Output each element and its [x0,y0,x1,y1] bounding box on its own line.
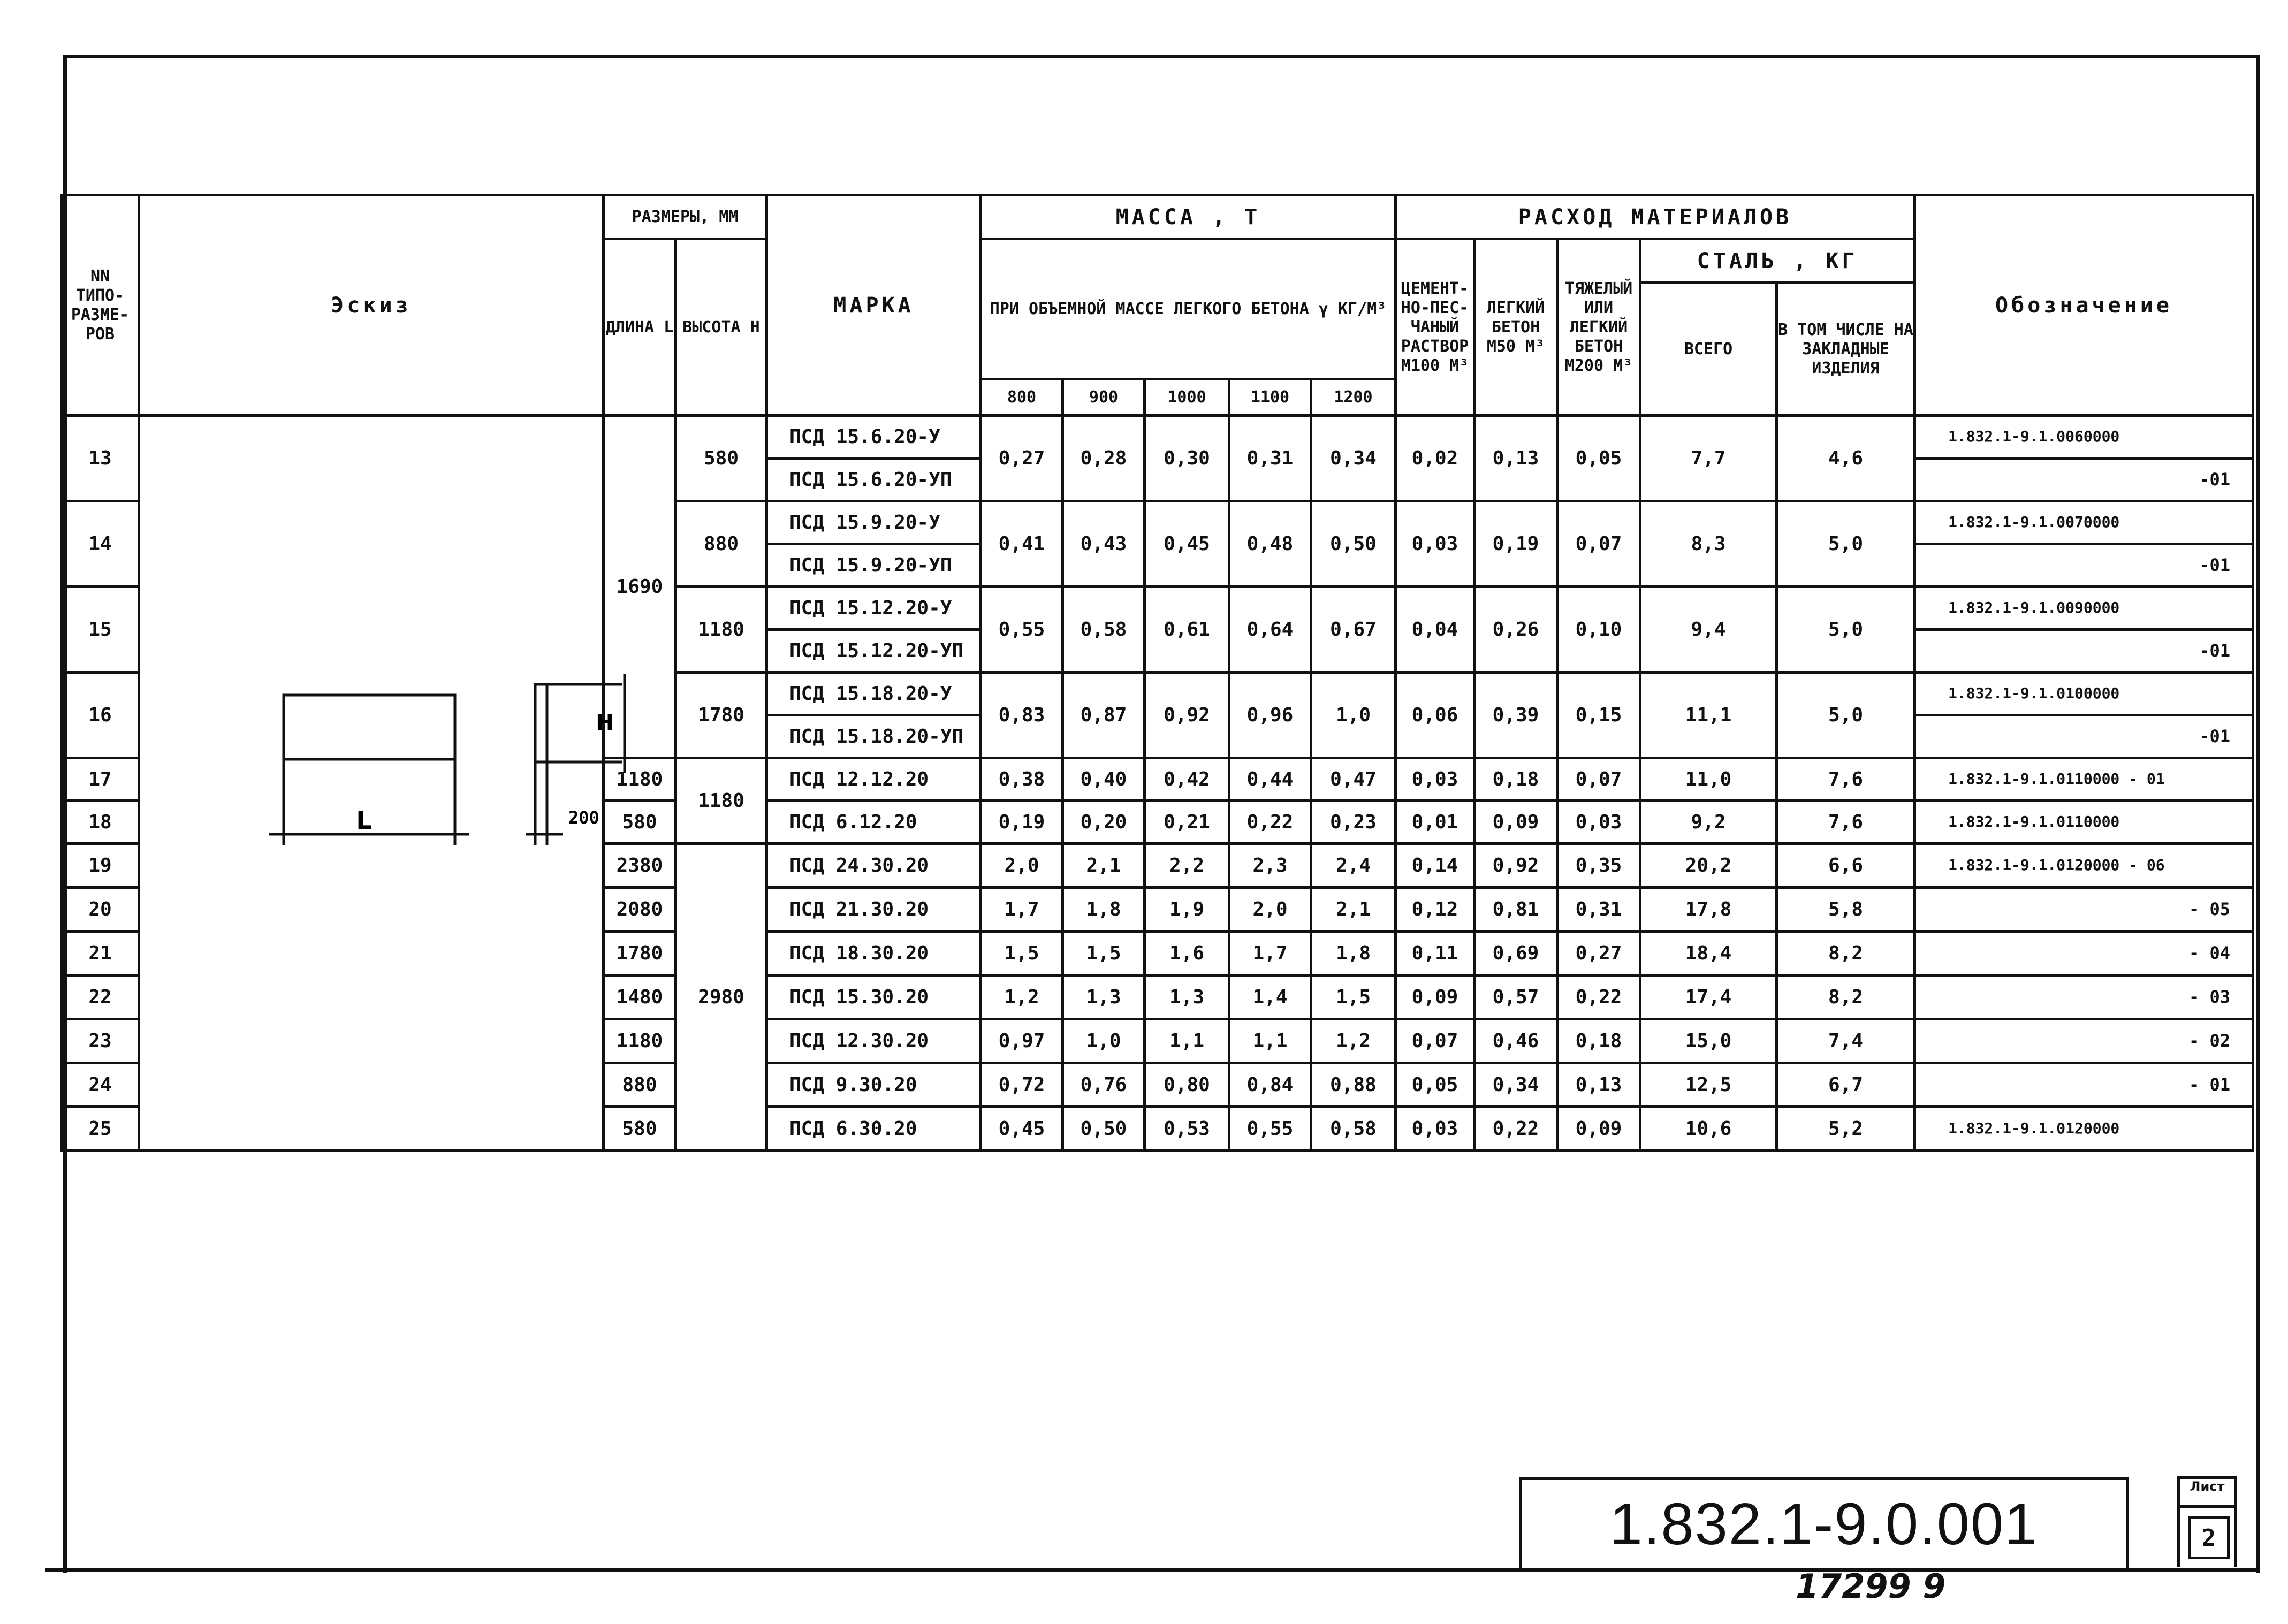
row-number: 17 [62,758,139,801]
mass-cell: 0,84 [1229,1063,1311,1107]
mark-cell: ПСД 18.30.20 [767,932,981,975]
steel-embedded-cell: 7,4 [1777,1019,1915,1063]
mass-cell: 0,87 [1063,673,1145,758]
cement-cell: 0,03 [1396,758,1474,801]
mass-cell: 1,8 [1311,932,1396,975]
mark-cell: ПСД 15.12.20-УП [767,630,981,673]
mass-cell: 1,0 [1311,673,1396,758]
mass-cell: 2,4 [1311,844,1396,888]
heavy-concrete-cell: 0,07 [1557,758,1640,801]
mass-cell: 1,6 [1145,932,1229,975]
light-concrete-cell: 0,09 [1474,801,1557,844]
mass-cell: 1,8 [1063,888,1145,932]
mass-cell: 2,1 [1311,888,1396,932]
mass-cell: 1,0 [1063,1019,1145,1063]
mark-cell: ПСД 15.18.20-УП [767,715,981,758]
light-concrete-cell: 0,57 [1474,975,1557,1019]
row-number: 13 [62,416,139,501]
header-steel: СТАЛЬ , КГ [1640,239,1915,283]
designation-cell: 1.832.1-9.1.0120000 - 06 [1915,844,2253,888]
mass-cell: 1,7 [1229,932,1311,975]
height-cell: 1180 [676,587,767,673]
mass-cell: 1,7 [981,888,1063,932]
header-dims: РАЗМЕРЫ, ММ [604,195,767,239]
header-steel-embedded: В ТОМ ЧИСЛЕ НА ЗАКЛАДНЫЕ ИЗДЕЛИЯ [1777,283,1915,416]
header-num: NN ТИПО- РАЗМЕ- РОВ [62,195,139,416]
mark-cell: ПСД 21.30.20 [767,888,981,932]
heavy-concrete-cell: 0,10 [1557,587,1640,673]
length-cell: 1180 [604,1019,676,1063]
steel-total-cell: 8,3 [1640,501,1777,587]
sheet-number: 2 [2188,1516,2230,1559]
mark-cell: ПСД 15.9.20-У [767,501,981,544]
steel-total-cell: 9,2 [1640,801,1777,844]
mass-cell: 0,53 [1145,1107,1229,1151]
mass-cell: 0,47 [1311,758,1396,801]
steel-embedded-cell: 5,0 [1777,501,1915,587]
length-cell: 580 [604,1107,676,1151]
cement-cell: 0,02 [1396,416,1474,501]
steel-embedded-cell: 6,7 [1777,1063,1915,1107]
mass-cell: 0,48 [1229,501,1311,587]
steel-total-cell: 11,1 [1640,673,1777,758]
heavy-concrete-cell: 0,27 [1557,932,1640,975]
steel-embedded-cell: 8,2 [1777,932,1915,975]
sheet-label: Лист [2180,1479,2234,1508]
cement-cell: 0,05 [1396,1063,1474,1107]
light-concrete-cell: 0,46 [1474,1019,1557,1063]
mass-cell: 2,0 [981,844,1063,888]
light-concrete-cell: 0,69 [1474,932,1557,975]
row-number: 19 [62,844,139,888]
steel-total-cell: 11,0 [1640,758,1777,801]
designation-cell: - 03 [1915,975,2253,1019]
mass-cell: 0,64 [1229,587,1311,673]
steel-total-cell: 7,7 [1640,416,1777,501]
mass-cell: 1,9 [1145,888,1229,932]
mark-cell: ПСД 12.30.20 [767,1019,981,1063]
row-number: 14 [62,501,139,587]
light-concrete-cell: 0,22 [1474,1107,1557,1151]
mark-cell: ПСД 15.12.20-У [767,587,981,630]
cement-cell: 0,03 [1396,501,1474,587]
steel-embedded-cell: 8,2 [1777,975,1915,1019]
designation-suffix-cell: -01 [1915,630,2253,673]
mass-cell: 0,58 [1063,587,1145,673]
height-cell: 2980 [676,844,767,1151]
row-number: 18 [62,801,139,844]
height-cell: 580 [676,416,767,501]
table-row [62,416,2253,459]
steel-total-cell: 10,6 [1640,1107,1777,1151]
density-900: 900 [1063,379,1145,416]
designation-suffix-cell: -01 [1915,544,2253,587]
light-concrete-cell: 0,39 [1474,673,1557,758]
mark-cell: ПСД 24.30.20 [767,844,981,888]
steel-total-cell: 20,2 [1640,844,1777,888]
light-concrete-cell: 0,18 [1474,758,1557,801]
density-1200: 1200 [1311,379,1396,416]
mass-cell: 0,72 [981,1063,1063,1107]
mass-cell: 0,50 [1063,1107,1145,1151]
mass-cell: 0,96 [1229,673,1311,758]
mass-cell: 0,83 [981,673,1063,758]
mass-cell: 0,38 [981,758,1063,801]
steel-embedded-cell: 5,8 [1777,888,1915,932]
sketch-drawing [140,417,614,1177]
mass-cell: 0,31 [1229,416,1311,501]
steel-embedded-cell: 5,2 [1777,1107,1915,1151]
mass-cell: 0,27 [981,416,1063,501]
mass-cell: 1,2 [981,975,1063,1019]
length-cell: 1180 [604,758,676,801]
heavy-concrete-cell: 0,15 [1557,673,1640,758]
height-cell: 880 [676,501,767,587]
mass-cell: 0,34 [1311,416,1396,501]
heavy-concrete-cell: 0,13 [1557,1063,1640,1107]
mass-cell: 0,28 [1063,416,1145,501]
mass-cell: 0,55 [981,587,1063,673]
header-mass: МАССА , Т [981,195,1396,239]
header-heavy-concrete: ТЯЖЕЛЫЙ ИЛИ ЛЕГКИЙ БЕТОН М200 М³ [1557,239,1640,416]
inventory-number: 17299 9 [1796,1567,1946,1606]
mass-cell: 1,1 [1145,1019,1229,1063]
designation-cell: - 04 [1915,932,2253,975]
mark-cell: ПСД 15.6.20-УП [767,459,981,501]
mass-cell: 0,76 [1063,1063,1145,1107]
mass-cell: 0,20 [1063,801,1145,844]
mass-cell: 0,19 [981,801,1063,844]
steel-embedded-cell: 7,6 [1777,758,1915,801]
mass-cell: 1,4 [1229,975,1311,1019]
row-number: 23 [62,1019,139,1063]
mass-cell: 0,42 [1145,758,1229,801]
row-number: 16 [62,673,139,758]
designation-suffix-cell: -01 [1915,715,2253,758]
steel-total-cell: 18,4 [1640,932,1777,975]
row-number: 25 [62,1107,139,1151]
steel-total-cell: 9,4 [1640,587,1777,673]
light-concrete-cell: 0,19 [1474,501,1557,587]
mass-cell: 0,97 [981,1019,1063,1063]
header-light-concrete: ЛЕГКИЙ БЕТОН М50 М³ [1474,239,1557,416]
row-number: 24 [62,1063,139,1107]
density-800: 800 [981,379,1063,416]
mass-cell: 0,45 [1145,501,1229,587]
steel-total-cell: 17,8 [1640,888,1777,932]
mass-cell: 0,88 [1311,1063,1396,1107]
header-height: ВЫСОТА H [676,239,767,416]
cement-cell: 0,09 [1396,975,1474,1019]
length-cell: 880 [604,1063,676,1107]
steel-embedded-cell: 7,6 [1777,801,1915,844]
mass-cell: 0,41 [981,501,1063,587]
header-designation: Обозначение [1915,195,2253,416]
mass-cell: 0,44 [1229,758,1311,801]
designation-cell: 1.832.1-9.1.0110000 - 01 [1915,758,2253,801]
mass-cell: 1,5 [1063,932,1145,975]
mass-cell: 0,23 [1311,801,1396,844]
mass-cell: 0,21 [1145,801,1229,844]
designation-cell: 1.832.1-9.1.0070000 [1915,501,2253,544]
steel-embedded-cell: 4,6 [1777,416,1915,501]
mass-cell: 0,92 [1145,673,1229,758]
light-concrete-cell: 0,92 [1474,844,1557,888]
mark-cell: ПСД 9.30.20 [767,1063,981,1107]
designation-cell: - 02 [1915,1019,2253,1063]
designation-suffix-cell: -01 [1915,459,2253,501]
heavy-concrete-cell: 0,18 [1557,1019,1640,1063]
length-cell: 1480 [604,975,676,1019]
mass-cell: 0,40 [1063,758,1145,801]
mass-cell: 0,67 [1311,587,1396,673]
steel-embedded-cell: 5,0 [1777,587,1915,673]
steel-total-cell: 15,0 [1640,1019,1777,1063]
header-sketch: Эскиз [139,195,604,416]
mass-cell: 0,43 [1063,501,1145,587]
sketch-label-200: 200 [568,807,599,828]
cement-cell: 0,14 [1396,844,1474,888]
cement-cell: 0,04 [1396,587,1474,673]
mass-cell: 2,2 [1145,844,1229,888]
mark-cell: ПСД 12.12.20 [767,758,981,801]
density-1000: 1000 [1145,379,1229,416]
header-mark: МАРКА [767,195,981,416]
light-concrete-cell: 0,81 [1474,888,1557,932]
light-concrete-cell: 0,34 [1474,1063,1557,1107]
designation-cell: 1.832.1-9.1.0110000 [1915,801,2253,844]
designation-cell: 1.832.1-9.1.0090000 [1915,587,2253,630]
mark-cell: ПСД 15.30.20 [767,975,981,1019]
cement-cell: 0,07 [1396,1019,1474,1063]
mass-cell: 1,5 [981,932,1063,975]
row-number: 15 [62,587,139,673]
density-1100: 1100 [1229,379,1311,416]
cement-cell: 0,11 [1396,932,1474,975]
header-materials: РАСХОД МАТЕРИАЛОВ [1396,195,1915,239]
heavy-concrete-cell: 0,31 [1557,888,1640,932]
mass-cell: 0,80 [1145,1063,1229,1107]
steel-embedded-cell: 5,0 [1777,673,1915,758]
row-number: 20 [62,888,139,932]
heavy-concrete-cell: 0,22 [1557,975,1640,1019]
mass-cell: 1,1 [1229,1019,1311,1063]
designation-cell: - 05 [1915,888,2253,932]
mass-cell: 0,58 [1311,1107,1396,1151]
sheet-number-box [2177,1476,2237,1567]
mass-cell: 0,61 [1145,587,1229,673]
header-length: ДЛИНА L [604,239,676,416]
mass-cell: 1,5 [1311,975,1396,1019]
row-number: 22 [62,975,139,1019]
header-cement: ЦЕМЕНТ- НО-ПЕС- ЧАНЫЙ РАСТВОР М100 М³ [1396,239,1474,416]
mark-cell: ПСД 6.30.20 [767,1107,981,1151]
document-code: 1.832.1-9.0.001 [1609,1491,2039,1557]
mark-cell: ПСД 15.6.20-У [767,416,981,459]
designation-cell: 1.832.1-9.1.0120000 [1915,1107,2253,1151]
length-cell: 1780 [604,932,676,975]
steel-embedded-cell: 6,6 [1777,844,1915,888]
light-concrete-cell: 0,26 [1474,587,1557,673]
designation-cell: - 01 [1915,1063,2253,1107]
sketch-cell [139,416,614,1151]
length-cell: 1690 [604,416,676,758]
height-cell: 1780 [676,673,767,758]
mass-cell: 2,0 [1229,888,1311,932]
cement-cell: 0,01 [1396,801,1474,844]
mass-cell: 1,3 [1063,975,1145,1019]
mass-cell: 0,22 [1229,801,1311,844]
cement-cell: 0,12 [1396,888,1474,932]
mark-cell: ПСД 15.9.20-УП [767,544,981,587]
designation-cell: 1.832.1-9.1.0060000 [1915,416,2253,459]
specification-table [60,194,2254,1152]
mass-cell: 2,1 [1063,844,1145,888]
mass-cell: 1,2 [1311,1019,1396,1063]
mark-cell: ПСД 6.12.20 [767,801,981,844]
light-concrete-cell: 0,13 [1474,416,1557,501]
heavy-concrete-cell: 0,05 [1557,416,1640,501]
heavy-concrete-cell: 0,35 [1557,844,1640,888]
mass-cell: 2,3 [1229,844,1311,888]
mass-cell: 0,55 [1229,1107,1311,1151]
designation-cell: 1.832.1-9.1.0100000 [1915,673,2253,715]
sketch-label-L: L [356,806,372,835]
cement-cell: 0,03 [1396,1107,1474,1151]
mass-cell: 0,30 [1145,416,1229,501]
mark-cell: ПСД 15.18.20-У [767,673,981,715]
length-cell: 2380 [604,844,676,888]
height-cell: 1180 [676,758,767,844]
row-number: 21 [62,932,139,975]
mass-cell: 0,45 [981,1107,1063,1151]
cement-cell: 0,06 [1396,673,1474,758]
steel-total-cell: 17,4 [1640,975,1777,1019]
mass-cell: 0,50 [1311,501,1396,587]
length-cell: 580 [604,801,676,844]
heavy-concrete-cell: 0,07 [1557,501,1640,587]
header-mass-sub: ПРИ ОБЪЕМНОЙ МАССЕ ЛЕГКОГО БЕТОНА γ КГ/М³ [981,239,1396,379]
header-steel-total: ВСЕГО [1640,283,1777,416]
mass-cell: 1,3 [1145,975,1229,1019]
heavy-concrete-cell: 0,09 [1557,1107,1640,1151]
title-block-code [1519,1477,2129,1568]
sketch-label-H: H [596,711,614,735]
length-cell: 2080 [604,888,676,932]
steel-total-cell: 12,5 [1640,1063,1777,1107]
heavy-concrete-cell: 0,03 [1557,801,1640,844]
